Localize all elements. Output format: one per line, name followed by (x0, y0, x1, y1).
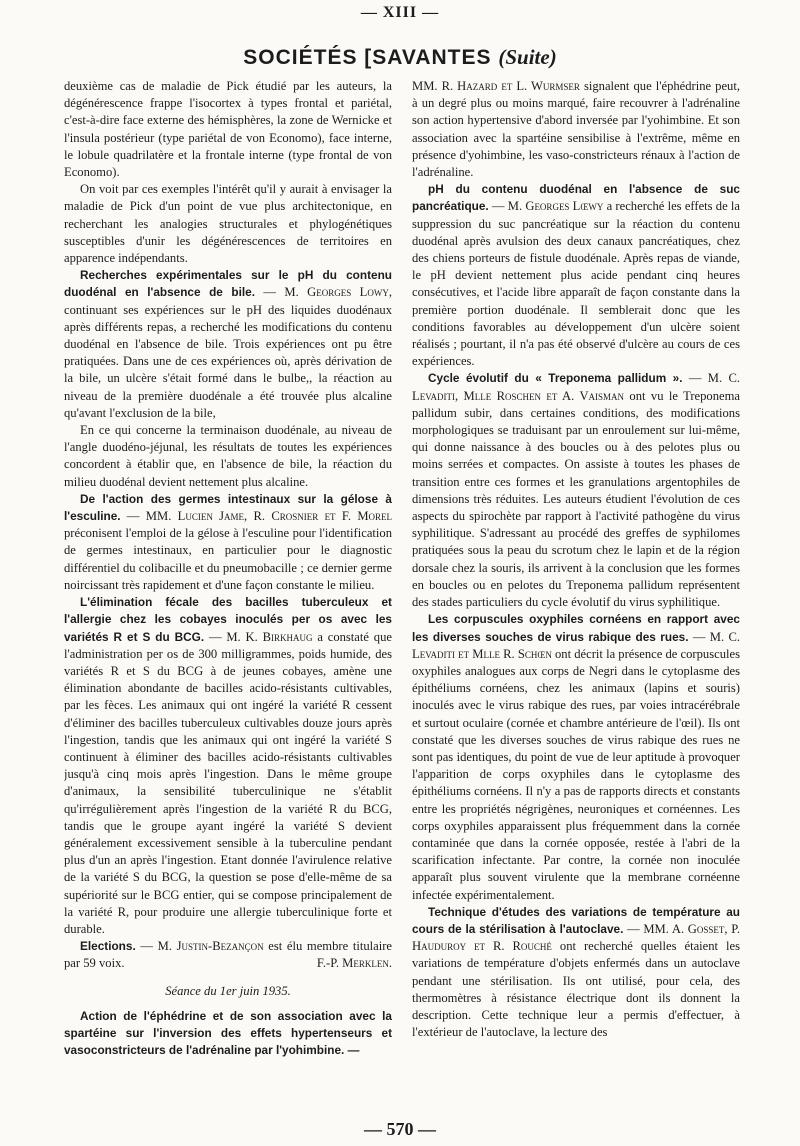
paragraph: On voit par ces exemples l'intérêt qu'il y aurait à envisager la maladie de Pick d'un point de vue plus architectonique, en recherchant les analogies structurales et phylogénétiques susceptibles d'unir les dégénérescences de territoires en apparence indépendants. (64, 182, 392, 266)
abstract-author: MM. Lucien Jame, R. Crosnier et F. Morel (145, 509, 392, 524)
abstract-text: ont vu le Treponema pallidum subir, dans certaines conditions, des modifications morphologiques se traduisant par un enroulement sur lui-même, qui donne naissance à des boucles ou à des pelotes plus ou moins serrées et compactes. On assiste à toutes les phases de transition entre ces formes et les granulations argentophiles de dimensions très réduites. Les auteurs étudient l'évolution de ces aspects du spirochète par rapport à l'activité pathogène du virus syphilitique. S'adressant au procédé des greffes de syphilomes pratiquées sous la peau du scrotum chez le lapin et de la région dorsale chez la souris, ils arrivent à la conclusion que les formes en boucles ou en pelotes du Treponema pallidum représentent des stades particuliers du cycle évolutif du virus syphilitique. (412, 388, 740, 610)
paragraph: En ce qui concerne la terminaison duodénale, au niveau de l'angle duodéno-jéjunal, les résultats de toutes les expériences concordent à établir que, en l'absence de bile, la réaction du milieu duodénal devient nettement plus alcaline. (64, 423, 392, 489)
abstract-author: M. C. Levaditi, Mlle Roschen et A. Vaisman (412, 371, 740, 403)
page-roman-numeral: — XIII — (360, 4, 440, 21)
abstract-entry: De l'action des germes intestinaux sur la gélose à l'esculine. — MM. Lucien Jame, R. Crosnier et F. Morel préconisent l'emploi de la gélose à l'esculine pour l'identification de germes intestinaux, en particulier pour le diagnostic différentiel du colibacille et du pneumobacille ; ce dernier germe noircissant très rapidement et d'une façon constante le milieu. (64, 491, 392, 592)
abstract-entry: Recherches expérimentales sur le pH du contenu duodénal en l'absence de bile. — M. Georges Lowy, continuant ses expériences sur le pH des liquides duodénaux après différents repas, a recherché les modifications du contenu duodénal en l'absence de bile. Trois expériences ont pu être pratiquées. Dans une de ces expériences où, après dérivation de la bile, un ulcère s'était formé dans le bulbe,, la réaction au niveau de la première duodénale a été trouvée plus alcaline qu'avant l'exclusion de la bile, (64, 268, 392, 420)
abstract-entry (64, 1008, 392, 1060)
abstract-author: MM. A. Gosset, P. Hauduroy et R. Rouché (412, 921, 740, 954)
abstract-text: a recherché les effets de la suppression du suc pancréatique sur la réaction du contenu duodénal après avulsion des deux canaux pancréatiques, chez des chiens porteurs de fistule duodénale. Après repas de viande, le pH devient nettement plus acide pendant cinq heures consécutives, et l'acide libre apparaît de façon constante dans la première portion duodénale. Il semblerait donc que les conditions favorables au développement d'un ulcère soient réalisés ; pourtant, il n'a pas été observé d'ulcère au cours de ces expériences. (412, 199, 740, 369)
session-date: Séance du 1er juin 1935. (165, 983, 291, 998)
abstract-entry: Elections. — M. Justin-Bezançon est élu membre titulaire par 59 voix. F.-P. Merklen. (64, 938, 392, 972)
abstract-entry: pH du contenu duodénal en l'absence de suc pancréatique. — M. Georges Lœwy a recherché les effets de la suppression du suc pancréatique sur la réaction du contenu duodénal après avulsion des deux canaux pancréatiques, chez des chiens porteurs de fistule duodénale. Après repas de viande, le pH devient nettement plus acide pendant cinq heures consécutives, et l'acide libre apparaît de façon constante dans la première portion duodénale. Il semblerait donc que les conditions favorables au développement d'un ulcère soient réalisés ; pourtant, il n'a pas été observé d'ulcère au cours de ces expériences. (412, 182, 740, 369)
abstract-entry: Technique d'études des variations de température au cours de la stérilisation à l'autoclave. — MM. A. Gosset, P. Hauduroy et R. Rouché ont recherché quelles étaient les variations de température d'objets enfermés dans un autoclave pendant une stérilisation. Ils ont utilisé, pour cela, des thermomètres à résistance électrique dont ils donnent la description. Cette technique leur a permis d'effectuer, à l'extérieur de l'autoclave, la lecture des (412, 904, 740, 1040)
abstract-title: Action de l'éphédrine et de son association avec la spartéine sur l'inversion des effets hypertenseurs et vasoconstricteurs de l'adrénaline par l'yohimbine. — (64, 1008, 392, 1058)
paragraph: deuxième cas de maladie de Pick étudié par les auteurs, la dégénérescence frappe l'isocortex à types frontal et pariétal, c'est-à-dire face externe des hémisphères, la zone de Wernicke et l'insula postérieur (type pariétal de von Economo), face interne, le lobule quadrilatère et la frontale interne (type frontal de von Economo). (64, 79, 392, 180)
page-title (0, 44, 800, 71)
abstract-title: pH du contenu duodénal en l'absence de suc pancréatique. (412, 182, 740, 214)
abstract-text: ont recherché quelles étaient les variations de température d'objets enfermés dans un autoclave pendant une stérilisation. Ils ont utilisé, pour cela, des thermomètres à résistance électrique dont ils donnent la description. Cette technique leur a permis d'effectuer, à l'extérieur de l'autoclave, la lecture des (412, 939, 740, 1040)
abstract-text: a constaté que l'administration per os de 300 milligrammes, poids humide, des variétés R et S du BCG à de jeunes cobayes, amène une élimination abondante de bacilles acido-résistants cultivables, par les fèces. Les animaux qui ont ingéré la variété R cessent d'éliminer des bacilles tuberculeux cultivables douze jours après l'ingestion, tandis que les animaux qui ont ingéré la variété S continuent à éliminer des bacilles acido-résistants cultivables jusqu'à cinq mois après l'ingestion. Dans le même groupe d'animaux, la sensibilité tuberculinique ne s'établit qu'irrégulièrement après l'ingestion de la variété R du BCG, tandis que le groupe ayant ingéré la variété S devient généralement excessivement sensible à la tuberculine pendant plus d'un an après l'ingestion. Etant donnée l'avirulence relative de la variété S du BCG, la question se pose d'elle-même de sa supériorité sur le BCG entier, qui se compose principalement de la variété R, pour produire une allergie tuberculinique forte et durable. (64, 629, 392, 936)
abstract-text: préconisent l'emploi de la gélose à l'esculine pour l'identification de germes intestinaux, en particulier pour le diagnostic différentiel du colibacille et du pneumobacille ; ce dernier germe noircissant très rapidement et d'une façon constante le milieu. (64, 526, 392, 592)
abstract-text: est élu membre titulaire par 59 voix. (64, 939, 392, 971)
abstract-author: M. C. Levaditi et Mlle R. Schœn (412, 629, 740, 661)
abstract-author: M. Georges Lœwy (507, 199, 604, 214)
abstract-author: M. K. Birkhaug (226, 629, 313, 644)
abstract-title: Recherches expérimentales sur le pH du contenu duodénal en l'absence de bile. (64, 268, 392, 300)
abstract-title: L'élimination fécale des bacilles tuberculeux et l'allergie chez les cobayes inoculés per os avec les variétés R et S du BCG. (64, 595, 392, 644)
abstract-title: Technique d'études des variations de température au cours de la stérilisation à l'autoclave. (412, 904, 740, 936)
abstract-title: Cycle évolutif du « Treponema pallidum ». (428, 371, 683, 386)
abstract-title: De l'action des germes intestinaux sur la gélose à l'esculine. (64, 491, 392, 524)
section-title: SOCIÉTÉS [SAVANTES (243, 46, 492, 69)
section-suite: (Suite) (498, 45, 557, 69)
abstract-entry: L'élimination fécale des bacilles tuberculeux et l'allergie chez les cobayes inoculés per os avec les variétés R et S du BCG. — M. K. Birkhaug a constaté que l'administration per os de 300 milligrammes, poids humide, des variétés R et S du BCG à de jeunes cobayes, amène une élimination abondante de bacilles acido-résistants cultivables, par les fèces. Les animaux qui ont ingéré la variété R cessent d'éliminer des bacilles tuberculeux cultivables douze jours après l'ingestion, tandis que les animaux qui ont ingéré la variété S continuent à éliminer des bacilles acido-résistants cultivables jusqu'à cinq mois après l'ingestion. Dans le même groupe d'animaux, la sensibilité tuberculinique ne s'établit qu'irrégulièrement après l'ingestion de la variété R du BCG, tandis que le groupe ayant ingéré la variété S devient généralement excessivement sensible à la tuberculine pendant plus d'un an après l'ingestion. Etant donnée l'avirulence relative de la variété S du BCG, la question se pose d'elle-même de sa supériorité sur le BCG entier, qui se compose principalement de la variété R, pour produire une allergie tuberculinique forte et durable. (64, 595, 392, 936)
abstract-title: Elections. (80, 939, 136, 954)
abstract-entry: Cycle évolutif du « Treponema pallidum ». — M. C. Levaditi, Mlle Roschen et A. Vaisman ont vu le Treponema pallidum subir, dans certaines conditions, des modifications morphologiques se traduisant par un enroulement sur lui-même, qui donne naissance à des boucles ou à des pelotes plus ou moins serrées et compactes. On assiste à toutes les phases de transition entre ces formes et les granulations argentophiles de dimensions très réduites. Les auteurs étudient l'évolution de ces aspects du spirochète par rapport à l'activité pathogène du virus syphilitique. S'adressant au procédé des greffes de syphilomes pratiquées sous la peau du scrotum chez le lapin et de la région dorsale chez la souris, ils arrivent à la conclusion que les formes en boucles ou en pelotes du Treponema pallidum représentent des stades particuliers du cycle évolutif du virus syphilitique. (412, 371, 740, 610)
abstract-entry: Les corpuscules oxyphiles cornéens en rapport avec les diverses souches de virus rabique des rues. — M. C. Levaditi et Mlle R. Schœn ont décrit la présence de corpuscules oxyphiles analogues aux corps de Negri dans le cytoplasme des épithéliums cornéens, chez les animaux (lapins et souris) inoculés avec le virus rabique des rues, par voies intracérébrale et surtout oculaire (cornée et chambre antérieure de l'œil). Ils ont constaté que les diverses souches de virus rabique des rues ne sont pas identiques, du point de vue de leur aptitude à provoquer l'apparition de corps oxyphiles dans le cytoplasme des épithéliums cornéens. Il n'y a pas de rapports directs et constants entre les propriétés négrigènes, neuroniques et cornéennes. Les corps oxyphiles apparaissent plus fréquemment dans la cornée contaminée que dans la cornée opposée, restée à l'abri de la scarification infectante. Par contre, la cornée non inoculée apparaît plus souvent virulente que la membrane cornéenne infectée expérimentalement. (412, 612, 740, 902)
abstract-title: Les corpuscules oxyphiles cornéens en rapport avec les diverses souches de virus rabique des rues. (412, 612, 740, 644)
abstract-text: , continuant ses expériences sur le pH des liquides duodénaux après différents repas, a recherché les modifications du contenu duodénal en l'absence de bile. Trois expériences ont pu être pratiquées. Dans une de ces expériences où, après dérivation de la bile, un ulcère s'était formé dans le bulbe,, la réaction au niveau de la première duodénale a été trouvée plus alcaline qu'avant l'exclusion de la bile, (64, 285, 392, 420)
abstract-text: ont décrit la présence de corpuscules oxyphiles analogues aux corps de Negri dans le cytoplasme des épithéliums cornéens, chez les animaux (lapins et souris) inoculés avec le virus rabique des rues, par voies intracérébrale et surtout oculaire (cornée et chambre antérieure de l'œil). Ils ont constaté que les diverses souches de virus rabique des rues ne sont pas identiques, du point de vue de leur aptitude à provoquer l'apparition de corps oxyphiles dans le cytoplasme des épithéliums cornéens. Il n'y a pas de rapports directs et constants entre les propriétés négrigènes, neuroniques et cornéennes. Les corps oxyphiles apparaissent plus fréquemment dans la cornée contaminée que dans la cornée opposée, restée à l'abri de la scarification infectante. Par contre, la cornée non inoculée apparaît plus souvent virulente que la membrane cornéenne infectée expérimentalement. (412, 646, 740, 902)
abstract-author: M. Justin-Bezançon (157, 939, 264, 954)
page-number: — 570 — (364, 1119, 436, 1139)
abstract-author: M. Georges Lowy (284, 285, 389, 300)
abstract-text: signalent que l'éphédrine peut, à un degré plus ou moins marqué, faire recouvrer à l'adrénaline son action hypertensive d'abord inversée par l'yohimbine. Et son association avec la spartéine sensibilise à l'extrême, même en présence d'yohimbine, les vaso-constricteurs rénaux à l'action de l'adrénaline. (412, 79, 740, 180)
left-column (64, 78, 392, 1118)
right-column (412, 78, 740, 1118)
signature: F.-P. Merklen. (316, 956, 392, 971)
abstract-author: MM. R. Hazard et L. Wurmser (412, 79, 580, 93)
abstract-entry (412, 78, 740, 181)
